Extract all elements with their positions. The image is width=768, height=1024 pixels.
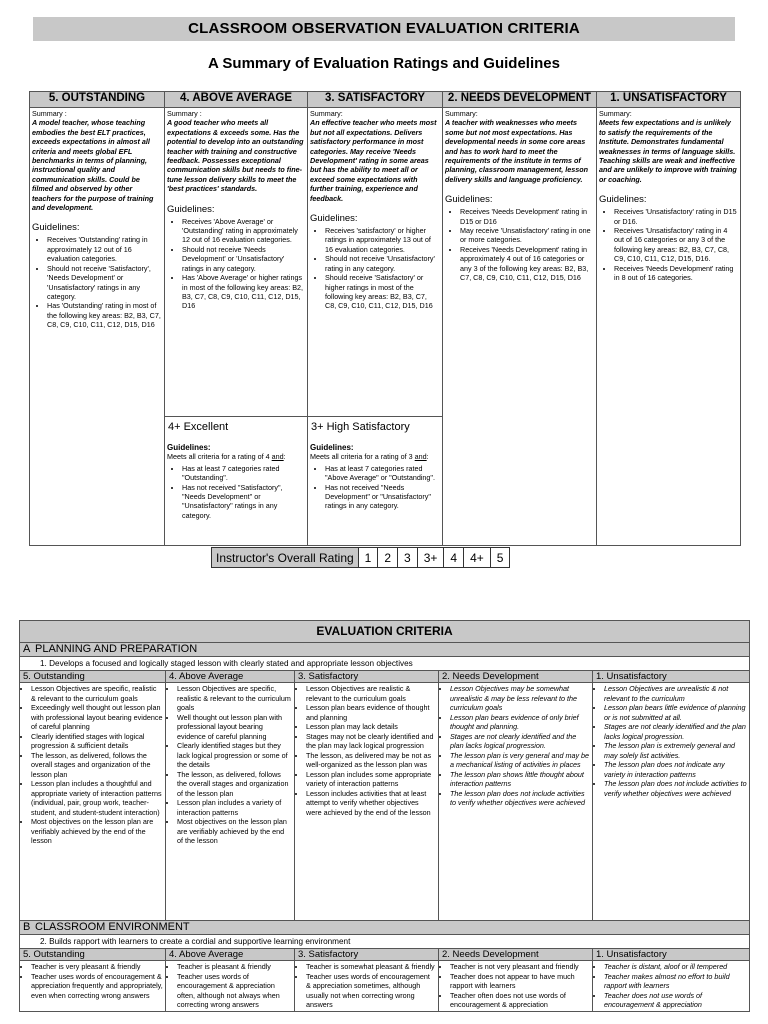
criterion-item: • Teacher is very pleasant & friendly <box>31 962 163 972</box>
guidelines-list <box>445 207 594 282</box>
section-header-classroom-environment: B CLASSROOM ENVIRONMENT <box>20 921 750 935</box>
overall-rating-label: Instructor's Overall Rating <box>212 548 359 568</box>
summary-text: An effective teacher who meets most but not all expectations. Delivers satisfactory performance in most categories. May receive 'Needs Development' rating in some areas but has the ability to meet all or exceed some expectations with further training, experience and feedback. <box>310 118 437 203</box>
guideline-item: • Has 'Outstanding' rating in most of the following key areas: B2, B3, C7, C8, C9, C10, C11, C12, D15, D16 <box>47 301 162 329</box>
criterion-item: • Lesson plan bears evidence of only brief thought and planning. <box>450 713 590 732</box>
summary-label: Summary: <box>310 109 343 118</box>
criterion-2: 2. Builds rapport with learners to create a cordial and supportive learning environment <box>20 935 750 949</box>
criterion-item: • The lesson, as delivered, follows the overall stages and organization of the lesson plan <box>177 770 292 799</box>
guidelines-label: Guidelines: <box>310 443 354 452</box>
criterion-item: • Lesson Objectives are unrealistic & not relevant to the curriculum <box>604 684 747 703</box>
criterion-cell-outstanding <box>20 961 166 1012</box>
guidelines-list <box>167 464 305 520</box>
criterion-item: • Teacher is pleasant & friendly <box>177 962 292 972</box>
guidelines-list <box>310 226 440 311</box>
level-header: 2. Needs Development <box>439 949 593 961</box>
high-satisfactory-intro: Meets all criteria for a rating of 3 and: <box>310 452 429 462</box>
criterion-item: • The lesson plan does not include activities to verify whether objectives were achieved <box>450 789 590 808</box>
column-header-satisfactory: 3. SATISFACTORY <box>308 92 443 108</box>
criterion-item: • Lesson plan may lack details <box>306 722 436 732</box>
criterion-item: • Lesson plan includes a variety of interaction patterns <box>177 798 292 817</box>
column-header-needs-development: 2. NEEDS DEVELOPMENT <box>443 92 597 108</box>
guideline-item: • Receives 'Above Average' or 'Outstanding' rating in approximately 12 out of 16 evaluation categories. <box>182 217 305 245</box>
rating-option[interactable]: 3 <box>398 548 418 568</box>
criterion-item: • Clearly identified stages with logical progression & sufficient details <box>31 732 163 751</box>
level-header: 4. Above Average <box>166 949 295 961</box>
guideline-item: • Has not received "Needs Development" or "Unsatisfactory" ratings in any category. <box>325 483 440 511</box>
column-header-unsatisfactory: 1. UNSATISFACTORY <box>597 92 741 108</box>
criterion-item: • The lesson plan is extremely general and may solely list activities. <box>604 741 747 760</box>
criterion-item: • Lesson Objectives are specific, realistic & relevant to the curriculum goals <box>177 684 292 713</box>
guidelines-label: Guidelines: <box>599 194 647 206</box>
guideline-item: • Receives 'Needs Development' rating in 8 out of 16 categories. <box>614 264 738 283</box>
guidelines-label: Guidelines: <box>167 443 211 452</box>
criterion-item: • Stages may not be clearly identified and the plan may lack logical progression <box>306 732 436 751</box>
excellent-intro: Meets all criteria for a rating of 4 and: <box>167 452 286 462</box>
guideline-item: • Should not receive 'Satisfactory', 'Needs Development' or 'Unsatisfactory' ratings in any category. <box>47 264 162 302</box>
criterion-item: • Stages are not clearly identified and the plan lacks logical progression. <box>450 732 590 751</box>
summary-text: A teacher with weaknesses who meets some but not most expectations. Has developmental needs in some core areas and has to work hard to meet the requirements of the institute in terms of planning, classroom management, lesson delivery skills and language proficiency. <box>445 118 588 184</box>
level-header: 5. Outstanding <box>20 949 166 961</box>
column-header-above-average: 4. ABOVE AVERAGE <box>165 92 308 108</box>
criterion-item: • The lesson plan is very general and may be a mechanical listing of activities in places <box>450 751 590 770</box>
criterion-item: • Teacher uses words of encouragement & appreciation often, although not always when correcting wrong answers <box>177 972 292 1010</box>
criterion-item: • Teacher does not use words of encouragement & appreciation <box>604 991 747 1010</box>
criterion-cell-unsatisfactory <box>593 961 750 1012</box>
guidelines-list <box>599 207 738 282</box>
guideline-item: • Should receive 'Satisfactory' or higher ratings in most of the following key areas: B2, B3, C7, C8, C9, C10, C11, C12, D15, D16 <box>325 273 440 311</box>
criterion-item: • The lesson, as delivered may be not as well-organized as the lesson plan was <box>306 751 436 770</box>
criterion-cell-unsatisfactory <box>593 683 750 921</box>
criterion-cell-needs-development <box>439 961 593 1012</box>
guidelines-label: Guidelines: <box>32 222 80 234</box>
summary-label: Summary : <box>32 109 67 118</box>
criterion-item: • Lesson Objectives are specific, realistic & relevant to the curriculum goals <box>31 684 163 703</box>
criterion-item: • Teacher uses words of encouragement & appreciation frequently and appropriately, even when correcting wrong answers <box>31 972 163 1001</box>
ratings-summary-table <box>29 91 741 546</box>
criterion-item: • Lesson plan bears little evidence of planning or is not submitted at all. <box>604 703 747 722</box>
criterion-cell-above-average <box>166 961 295 1012</box>
guideline-item: • Receives 'Outstanding' rating in approximately 12 out of 16 evaluation categories. <box>47 235 162 263</box>
evaluation-criteria-title: EVALUATION CRITERIA <box>20 621 750 643</box>
guidelines-list <box>310 464 440 511</box>
summary-cell-above-average <box>165 108 308 417</box>
guideline-item: • Should not receive 'Unsatisfactory' rating in any category. <box>325 254 440 273</box>
criterion-item: • Teacher is distant, aloof or ill tempered <box>604 962 747 972</box>
guideline-item: • May receive 'Unsatisfactory' rating in one or more categories. <box>460 226 594 245</box>
criterion-item: • Lesson Objectives are realistic & relevant to the curriculum goals <box>306 684 436 703</box>
criterion-item: • The lesson, as delivered, follows the overall stages and organization of the lesson plan <box>31 751 163 780</box>
criterion-item: • Well thought out lesson plan with professional layout bearing evidence of careful planning <box>177 713 292 742</box>
criterion-item: • Lesson Objectives may be somewhat unrealistic & may be less relevant to the curriculum goals <box>450 684 590 713</box>
rating-option[interactable]: 5 <box>490 548 510 568</box>
criterion-item: • Lesson plan bears evidence of thought and planning <box>306 703 436 722</box>
summary-label: Summary: <box>599 109 632 118</box>
guideline-item: • Receives 'satisfactory' or higher ratings in approximately 13 out of 16 evaluation categories. <box>325 226 440 254</box>
guideline-item: • Receives 'Unsatisfactory' rating in 4 out of 16 categories or any 3 of the following key areas: B2, B3, C7, C8, C9, C10, C11, C12, D15, D16. <box>614 226 738 264</box>
level-header: 1. Unsatisfactory <box>593 671 750 683</box>
guideline-item: • Has at least 7 categories rated "Outstanding". <box>182 464 305 483</box>
criterion-1: 1. Develops a focused and logically staged lesson with clearly stated and appropriate lesson objectives <box>20 657 750 671</box>
excellent-title: 4+ Excellent <box>168 421 229 433</box>
criterion-item: • The lesson plan does not indicate any variety in interaction patterns <box>604 760 747 779</box>
level-header: 3. Satisfactory <box>295 671 439 683</box>
guideline-item: • Receives 'Needs Development' rating in approximately 4 out of 16 categories or any 3 of the following key areas: B2, B3, C7, C8, C9, C10, C11, C12, D15, D16 <box>460 245 594 283</box>
criterion-item: • Most objectives on the lesson plan are verifiably achieved by the end of the lesson <box>177 817 292 846</box>
rating-option[interactable]: 1 <box>358 548 378 568</box>
guideline-item: • Has at least 7 categories rated "Above Average" or "Outstanding". <box>325 464 440 483</box>
rating-option[interactable]: 3+ <box>417 548 444 568</box>
criterion-item: • Stages are not clearly identified and the plan lacks logical progression. <box>604 722 747 741</box>
summary-label: Summary: <box>445 109 478 118</box>
criterion-item: • Teacher is not very pleasant and friendly <box>450 962 590 972</box>
high-satisfactory-title: 3+ High Satisfactory <box>311 421 410 433</box>
criterion-item: • Teacher does not appear to have much rapport with learners <box>450 972 590 991</box>
criterion-item: • Teacher makes almost no effort to build rapport with learners <box>604 972 747 991</box>
high-satisfactory-cell <box>308 417 443 546</box>
guideline-item: • Receives 'Unsatisfactory' rating in D15 or D16. <box>614 207 738 226</box>
excellent-cell <box>165 417 308 546</box>
summary-text: A good teacher who meets all expectations & exceeds some. Has the potential to develop into an outstanding teacher with training and constructive feedback. Possesses exceptional communication skills but needs to fine-tune lesson delivery skills to meet the 'best practices' standards. <box>167 118 304 194</box>
rating-option[interactable]: 4+ <box>464 548 491 568</box>
rating-option[interactable]: 2 <box>378 548 398 568</box>
summary-text: A model teacher, whose teaching embodies the best ELT practices, exceeds expectations in almost all criteria and meets global EFL benchmarks in terms of planning, instructional quality and communication skills. Could be filmed and observed by other teachers for the purpose of training and development. <box>32 118 154 213</box>
criterion-item: • Exceedingly well thought out lesson plan with professional layout bearing evidence of careful planning <box>31 703 163 732</box>
criterion-item: • Teacher uses words of encouragement & appreciation sometimes, although usually not when correcting wrong answers <box>306 972 436 1010</box>
criterion-cell-satisfactory <box>295 961 439 1012</box>
summary-label: Summary : <box>167 109 202 118</box>
level-header: 5. Outstanding <box>20 671 166 683</box>
guideline-item: • Has 'Above Average' or higher ratings in most of the following key areas: B2, B3, C7, C8, C9, C10, C11, C12, D15, D16 <box>182 273 305 311</box>
level-header: 3. Satisfactory <box>295 949 439 961</box>
guideline-item: • Receives 'Needs Development' rating in D15 or D16 <box>460 207 594 226</box>
document-subtitle: A Summary of Evaluation Ratings and Guidelines <box>207 55 560 72</box>
overall-rating-selector <box>211 547 510 568</box>
criterion-item: • Lesson plan includes some appropriate variety of interaction patterns <box>306 770 436 789</box>
guideline-item: • Has not received "Satisfactory", "Needs Development" or "Unsatisfactory" ratings in any category. <box>182 483 305 521</box>
level-header: 4. Above Average <box>166 671 295 683</box>
column-header-outstanding: 5. OUTSTANDING <box>30 92 165 108</box>
level-header: 1. Unsatisfactory <box>593 949 750 961</box>
criterion-item: • Lesson includes activities that at least attempt to verify whether objectives were achieved by the end of the lesson <box>306 789 436 818</box>
guidelines-label: Guidelines: <box>167 203 215 215</box>
summary-cell-outstanding <box>30 108 165 546</box>
summary-cell-unsatisfactory <box>597 108 741 546</box>
criterion-item: • Teacher is somewhat pleasant & friendly <box>306 962 436 972</box>
guidelines-label: Guidelines: <box>310 213 358 225</box>
summary-text: Meets few expectations and is unlikely to satisfy the requirements of the Institute. Demonstrates fundamental weaknesses in terms of language skills. Teaching skills are weak and ineffective and are unlikely to improve with training or coaching. <box>599 118 737 184</box>
summary-cell-needs-development <box>443 108 597 546</box>
criterion-item: • Teacher often does not use words of encouragement & appreciation <box>450 991 590 1010</box>
section-header-planning: A PLANNING AND PREPARATION <box>20 643 750 657</box>
guidelines-list <box>32 235 162 329</box>
level-header: 2. Needs Development <box>439 671 593 683</box>
criterion-item: • Clearly identified stages but they lack logical progression or some of the details <box>177 741 292 770</box>
guideline-item: • Should not receive 'Needs Development' or 'Unsatisfactory' ratings in any category. <box>182 245 305 273</box>
document-title-banner: CLASSROOM OBSERVATION EVALUATION CRITERIA <box>33 17 735 41</box>
criterion-item: • Lesson plan includes a thoughtful and appropriate variety of interaction patterns (individual, pair, group work, teacher-student, and student-student interaction) <box>31 779 163 817</box>
rating-option[interactable]: 4 <box>444 548 464 568</box>
criterion-cell-needs-development <box>439 683 593 921</box>
criterion-item: • The lesson plan shows little thought about interaction patterns <box>450 770 590 789</box>
guidelines-list <box>167 217 305 311</box>
criterion-item: • Most objectives on the lesson plan are verifiably achieved by the end of the lesson <box>31 817 163 846</box>
criterion-cell-satisfactory <box>295 683 439 921</box>
summary-cell-satisfactory <box>308 108 443 417</box>
guidelines-label: Guidelines: <box>445 194 493 206</box>
criterion-cell-above-average <box>166 683 295 921</box>
evaluation-criteria-table <box>19 620 750 1012</box>
criterion-cell-outstanding <box>20 683 166 921</box>
criterion-item: • The lesson plan does not include activities to verify whether objectives were achieved <box>604 779 747 798</box>
